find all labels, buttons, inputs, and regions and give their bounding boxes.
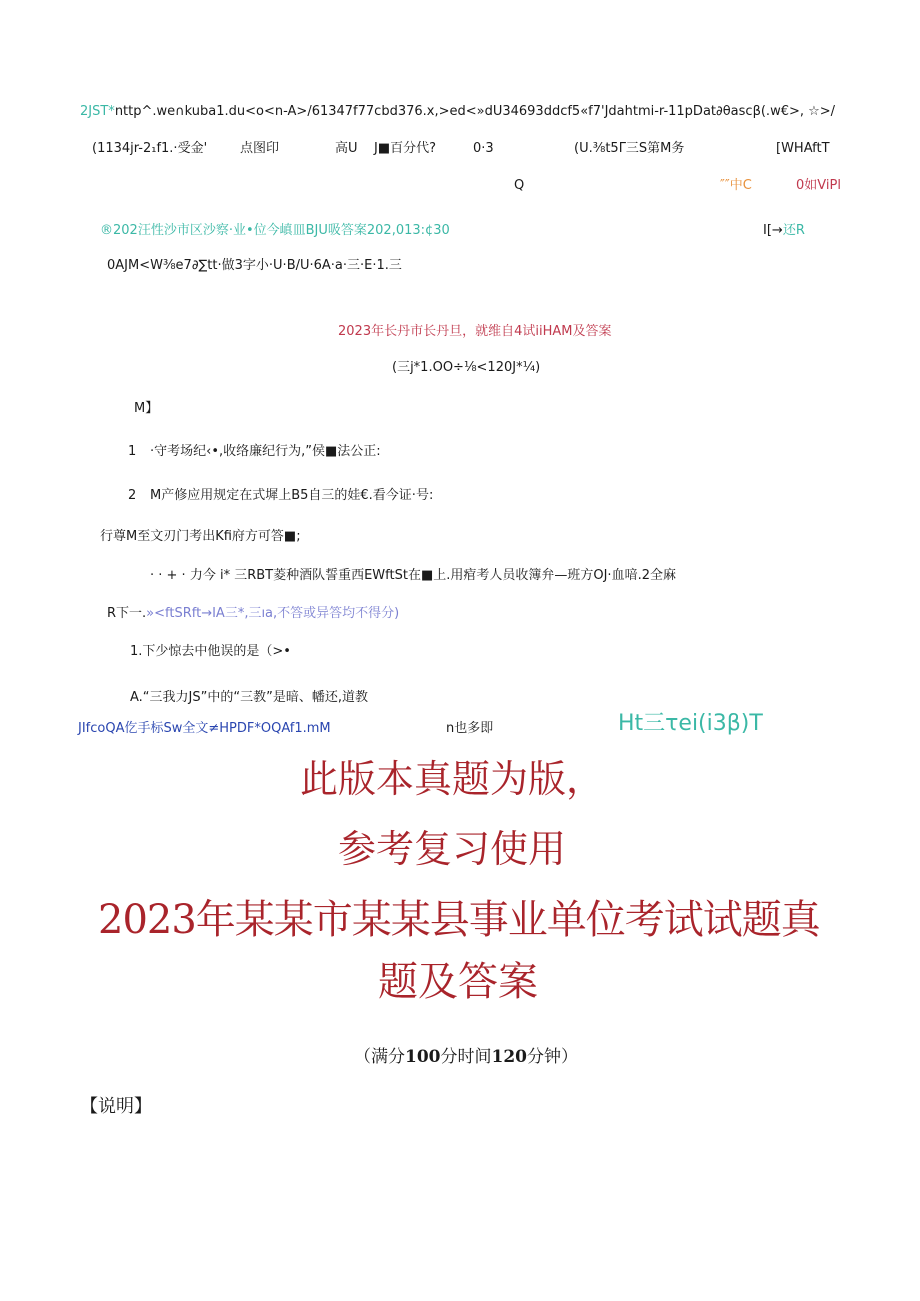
garbled-line-4-text: ®202汪性沙市区沙察·业•位今嵮皿BJU吸答案202,013:¢30 xyxy=(100,223,450,238)
garbled-subtitle-small: (三j*1.OO÷⅛<120J*¼) xyxy=(392,360,541,375)
score-close: 分钟） xyxy=(527,1047,578,1067)
garbled-footer-mid: n也多即 xyxy=(446,721,494,736)
notice-line-1: 此版本真题为版， xyxy=(300,757,605,801)
garbled-line-4-right xyxy=(763,223,805,239)
main-title-line-2: 题及答案 xyxy=(378,959,538,1005)
notice-line-2: 参考复习使用 xyxy=(338,827,567,871)
score-mid: 分时间 xyxy=(440,1047,492,1067)
garbled-line-3-part-1: Q xyxy=(514,178,525,193)
garbled-line-2-part-5: 0·3 xyxy=(473,141,494,156)
garbled-footer-left xyxy=(78,721,331,737)
score-time: 120 xyxy=(491,1047,527,1067)
garbled-dots-line: · · + · 力今 i* 三RBT菱种酒队誓重西EWftSt在■上.用痯考人员收簿弁—班方OJ·血喑.2全麻 xyxy=(150,568,676,583)
garbled-line-4-arrow: I[→ xyxy=(763,223,783,238)
garbled-footer-left-text: JIfcoQA仡手标Sw全文≠HPDF*OQAf1.mM xyxy=(78,721,331,736)
garbled-line-4 xyxy=(100,223,450,239)
garbled-r-line-text: »<ftSRft→IA三*,三ıa,不答或异答均不得分) xyxy=(146,606,400,621)
garbled-question-1: 1.下少惊去中他误的是（>• xyxy=(130,644,291,659)
garbled-line-2-part-1: (1134jr-2₁f1.·受金' xyxy=(92,141,208,156)
garbled-item-2-number: 2 xyxy=(128,488,137,503)
garbled-line-2-part-3: 高U xyxy=(335,141,358,156)
garbled-m-label: M】 xyxy=(134,401,159,416)
garbled-line-1 xyxy=(80,104,835,120)
garbled-item-1-number: 1 xyxy=(128,444,137,459)
garbled-item-2-text: M产修应用规定在式墀上B5自三的娃€.看今证·号: xyxy=(150,488,434,503)
score-full: 100 xyxy=(405,1047,441,1067)
garbled-line-3-part-2: ″″中C xyxy=(720,178,752,193)
garbled-line-5: 0AJM<W⅜e7∂∑tt·做3字小·U·B/U·6A·a·三·E·1.三 xyxy=(107,258,402,273)
garbled-question-1-option-a: A.“三我力JS”中的“三教”是暗、幡还,道教 xyxy=(130,690,368,705)
garbled-line-2-part-7: [WHAftT xyxy=(776,141,830,156)
section-label: 【说明】 xyxy=(80,1096,152,1117)
garbled-line-1-prefix: 2JST* xyxy=(80,104,115,119)
garbled-r-line xyxy=(107,606,399,622)
main-title-line-1: 2023年某某市某某县事业单位考试试题真 xyxy=(98,897,820,943)
garbled-footer-right: Ht三τei(i3β)T xyxy=(618,711,763,736)
garbled-r-line-prefix: R下一. xyxy=(107,606,147,621)
garbled-line-3-part-3: 0如ViPl xyxy=(796,178,841,193)
garbled-line-4-tail: 还R xyxy=(782,223,805,238)
garbled-title-small: 2023年长丹市长丹旦，就维自4试iiHAM及答案 xyxy=(338,324,612,339)
score-open: （满分 xyxy=(354,1047,405,1067)
garbled-line-2-part-6: (U.⅜t5Γ三S第M务 xyxy=(574,141,685,156)
garbled-line-2-part-4: J■百分代? xyxy=(374,141,437,156)
garbled-line-2-part-2: 点图印 xyxy=(240,141,280,156)
garbled-item-1-text: ·守考场纪‹•,收络廉纪行为,”侯■法公正: xyxy=(150,444,381,459)
garbled-line-1-url: nttp^.we∩kuba1.du<o<n-A>/61347f77cbd376.x,>ed<»dU34693ddcf5«f7'Jdahtmi-r-11pDat∂θascβ(.w€>, ☆>/ xyxy=(114,104,836,119)
score-line xyxy=(354,1047,578,1067)
garbled-exam-line: 行尊M至文刃门考出Kfi府方可答■; xyxy=(100,529,301,544)
